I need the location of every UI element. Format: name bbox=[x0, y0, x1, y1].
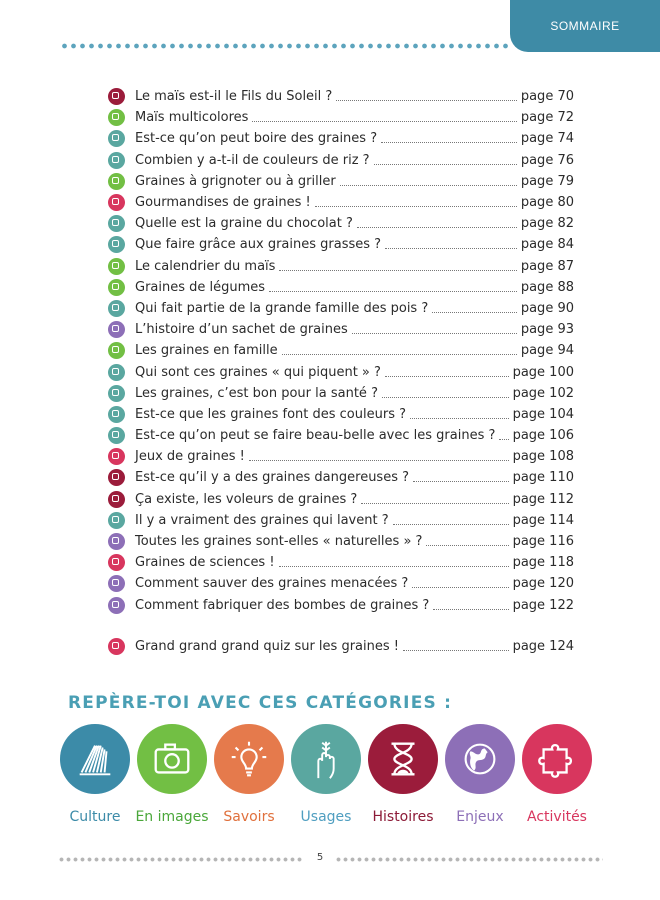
toc-entry-title: Est-ce qu’on peut boire des graines ? bbox=[135, 131, 378, 147]
category-usages-icon bbox=[108, 130, 125, 147]
category-activites-icon bbox=[108, 554, 125, 571]
toc-entry-title: Maïs multicolores bbox=[135, 110, 249, 126]
category-label: Enjeux bbox=[456, 809, 504, 825]
toc-entry-page: page 90 bbox=[520, 300, 574, 316]
category-label: Histoires bbox=[372, 809, 434, 825]
category-savoirs bbox=[209, 724, 289, 825]
toc-entry[interactable] bbox=[108, 467, 574, 488]
category-activites-icon bbox=[108, 448, 125, 465]
footer-dotted-rule-left bbox=[58, 857, 304, 862]
category-usages-icon bbox=[108, 236, 125, 253]
toc-entry-page: page 93 bbox=[520, 322, 574, 338]
toc-entry[interactable] bbox=[108, 277, 574, 298]
toc-entry-page: page 74 bbox=[520, 131, 574, 147]
toc-entry[interactable] bbox=[108, 171, 574, 192]
toc-entry[interactable] bbox=[108, 425, 574, 446]
toc-entry-title: Qui fait partie de la grande famille des pois ? bbox=[135, 300, 429, 316]
toc-entry-title: Les graines, c’est bon pour la santé ? bbox=[135, 385, 378, 401]
hand-plant-icon bbox=[291, 724, 361, 794]
puzzle-icon bbox=[522, 724, 592, 794]
toc-entry-page: page 112 bbox=[512, 491, 574, 507]
toc-entry-title: Le maïs est-il le Fils du Soleil ? bbox=[135, 89, 333, 105]
toc-entry-page: page 70 bbox=[520, 89, 574, 105]
toc-entry-page: page 114 bbox=[512, 512, 574, 528]
dot-leader bbox=[385, 366, 509, 377]
toc-entry-page: page 106 bbox=[512, 428, 574, 444]
category-usages-icon bbox=[108, 385, 125, 402]
category-activites bbox=[517, 724, 597, 825]
toc-entry-title: Est-ce qu’on peut se faire beau-belle avec les graines ? bbox=[135, 428, 496, 444]
category-usages-icon bbox=[108, 406, 125, 423]
toc-entry-page: page 122 bbox=[512, 597, 574, 613]
toc-entry[interactable] bbox=[108, 86, 574, 107]
category-en-images-icon bbox=[108, 109, 125, 126]
toc-entry[interactable] bbox=[108, 319, 574, 340]
toc-entry[interactable] bbox=[108, 573, 574, 594]
toc-entry-title: Grand grand grand quiz sur les graines ! bbox=[135, 638, 399, 654]
toc-entry-page: page 76 bbox=[520, 152, 574, 168]
toc-entry-title: Il y a vraiment des graines qui lavent ? bbox=[135, 512, 389, 528]
toc-entry[interactable] bbox=[108, 531, 574, 552]
toc-entry-title: Comment sauver des graines menacées ? bbox=[135, 576, 409, 592]
toc-entry[interactable] bbox=[108, 213, 574, 234]
toc-entry[interactable] bbox=[108, 404, 574, 425]
toc-entry-page: page 120 bbox=[512, 576, 574, 592]
category-usages-icon bbox=[108, 512, 125, 529]
category-histoires-icon bbox=[108, 88, 125, 105]
footer-dotted-rule-right bbox=[335, 857, 603, 862]
category-culture bbox=[55, 724, 135, 825]
table-of-contents bbox=[108, 86, 574, 657]
dot-leader bbox=[393, 514, 509, 525]
globe-icon bbox=[445, 724, 515, 794]
toc-entry[interactable] bbox=[108, 128, 574, 149]
category-histoires-icon bbox=[108, 491, 125, 508]
toc-entry-title: Toutes les graines sont-elles « naturelles » ? bbox=[135, 534, 423, 550]
dot-leader bbox=[340, 175, 517, 186]
category-activites-icon bbox=[108, 194, 125, 211]
toc-entry-title: Graines à grignoter ou à griller bbox=[135, 173, 336, 189]
toc-entry-title: Les graines en famille bbox=[135, 343, 278, 359]
dot-leader bbox=[382, 387, 509, 398]
categories-legend bbox=[60, 724, 605, 834]
page-number: 5 bbox=[316, 852, 324, 863]
dot-leader bbox=[279, 556, 509, 567]
toc-entry-title: Gourmandises de graines ! bbox=[135, 195, 311, 211]
toc-entry[interactable] bbox=[108, 340, 574, 361]
dot-leader bbox=[413, 471, 509, 482]
category-activites-icon bbox=[108, 638, 125, 655]
category-usages-icon bbox=[108, 364, 125, 381]
toc-entry-page: page 118 bbox=[512, 555, 574, 571]
toc-entry-title: Qui sont ces graines « qui piquent » ? bbox=[135, 364, 381, 380]
category-en-images-icon bbox=[108, 258, 125, 275]
category-enjeux-icon bbox=[108, 597, 125, 614]
category-label: Activités bbox=[527, 809, 587, 825]
hourglass-icon bbox=[368, 724, 438, 794]
category-histoires bbox=[363, 724, 443, 825]
dot-leader bbox=[336, 90, 517, 101]
dot-leader bbox=[499, 429, 508, 440]
section-tab bbox=[510, 0, 660, 52]
toc-entry-title: Est-ce qu’il y a des graines dangereuses ? bbox=[135, 470, 410, 486]
categories-heading: REPÈRE-TOI AVEC CES CATÉGORIES : bbox=[68, 693, 453, 713]
book-icon bbox=[60, 724, 130, 794]
category-enjeux-icon bbox=[108, 575, 125, 592]
toc-entry-title: Comment fabriquer des bombes de graines ? bbox=[135, 597, 430, 613]
toc-entry-page: page 80 bbox=[520, 195, 574, 211]
toc-entry-page: page 88 bbox=[520, 279, 574, 295]
toc-entry-title: Ça existe, les voleurs de graines ? bbox=[135, 491, 358, 507]
header-dotted-rule bbox=[60, 43, 512, 49]
lightbulb-icon bbox=[214, 724, 284, 794]
category-en-images-icon bbox=[108, 342, 125, 359]
dot-leader bbox=[252, 111, 516, 122]
category-usages-icon bbox=[108, 427, 125, 444]
toc-entry-title: Le calendrier du maïs bbox=[135, 258, 276, 274]
dot-leader bbox=[374, 154, 517, 165]
dot-leader bbox=[249, 450, 509, 461]
toc-entry[interactable] bbox=[108, 192, 574, 213]
toc-entry-page: page 102 bbox=[512, 385, 574, 401]
category-en-images-icon bbox=[108, 173, 125, 190]
toc-entry[interactable] bbox=[108, 298, 574, 319]
dot-leader bbox=[282, 344, 517, 355]
category-en-images-icon bbox=[108, 279, 125, 296]
category-usages bbox=[286, 724, 366, 825]
toc-entry-page: page 104 bbox=[512, 406, 574, 422]
toc-entry-page: page 87 bbox=[520, 258, 574, 274]
toc-entry-title: Jeux de graines ! bbox=[135, 449, 245, 465]
toc-entry[interactable] bbox=[108, 256, 574, 277]
category-label: Culture bbox=[69, 809, 121, 825]
camera-icon bbox=[137, 724, 207, 794]
dot-leader bbox=[433, 599, 508, 610]
toc-entry-page: page 124 bbox=[512, 638, 574, 654]
dot-leader bbox=[279, 260, 516, 271]
toc-entry-title: Graines de sciences ! bbox=[135, 555, 275, 571]
toc-entry[interactable] bbox=[108, 510, 574, 531]
dot-leader bbox=[357, 217, 517, 228]
toc-entry-page: page 84 bbox=[520, 237, 574, 253]
toc-entry-title: Est-ce que les graines font des couleurs ? bbox=[135, 406, 407, 422]
toc-entry-page: page 108 bbox=[512, 449, 574, 465]
category-enjeux-icon bbox=[108, 533, 125, 550]
category-usages-icon bbox=[108, 152, 125, 169]
category-enjeux bbox=[440, 724, 520, 825]
toc-entry[interactable] bbox=[108, 107, 574, 128]
toc-entry-title: Combien y a-t-il de couleurs de riz ? bbox=[135, 152, 370, 168]
category-label: Usages bbox=[300, 809, 352, 825]
toc-entry-page: page 79 bbox=[520, 173, 574, 189]
toc-entry[interactable] bbox=[108, 552, 574, 573]
toc-entry-page: page 72 bbox=[520, 110, 574, 126]
dot-leader bbox=[432, 302, 517, 313]
dot-leader bbox=[315, 196, 517, 207]
dot-leader bbox=[361, 493, 508, 504]
toc-entry-title: Graines de légumes bbox=[135, 279, 266, 295]
toc-entry-page: page 82 bbox=[520, 216, 574, 232]
toc-entry[interactable] bbox=[108, 595, 574, 616]
dot-leader bbox=[269, 281, 517, 292]
section-tab-label: SOMMAIRE bbox=[550, 19, 620, 33]
toc-entry[interactable] bbox=[108, 150, 574, 171]
dot-leader bbox=[403, 640, 509, 651]
toc-entry-page: page 100 bbox=[512, 364, 574, 380]
toc-entry-page: page 116 bbox=[512, 534, 574, 550]
dot-leader bbox=[412, 577, 508, 588]
toc-entry[interactable] bbox=[108, 636, 574, 657]
toc-entry-title: Que faire grâce aux graines grasses ? bbox=[135, 237, 382, 253]
dot-leader bbox=[352, 323, 517, 334]
toc-entry-page: page 110 bbox=[512, 470, 574, 486]
category-label: Savoirs bbox=[223, 809, 275, 825]
dot-leader bbox=[410, 408, 509, 419]
toc-entry[interactable] bbox=[108, 361, 574, 382]
dot-leader bbox=[381, 132, 517, 143]
category-usages-icon bbox=[108, 215, 125, 232]
category-usages-icon bbox=[108, 300, 125, 317]
toc-entry-page: page 94 bbox=[520, 343, 574, 359]
category-label: En images bbox=[135, 809, 209, 825]
toc-entry-title: Quelle est la graine du chocolat ? bbox=[135, 216, 353, 232]
toc-entry[interactable] bbox=[108, 446, 574, 467]
dot-leader bbox=[385, 238, 517, 249]
category-enjeux-icon bbox=[108, 321, 125, 338]
toc-entry[interactable] bbox=[108, 383, 574, 404]
toc-entry[interactable] bbox=[108, 234, 574, 255]
toc-entry[interactable] bbox=[108, 489, 574, 510]
category-en-images bbox=[132, 724, 212, 825]
dot-leader bbox=[426, 535, 508, 546]
toc-entry-title: L’histoire d’un sachet de graines bbox=[135, 322, 348, 338]
category-histoires-icon bbox=[108, 469, 125, 486]
